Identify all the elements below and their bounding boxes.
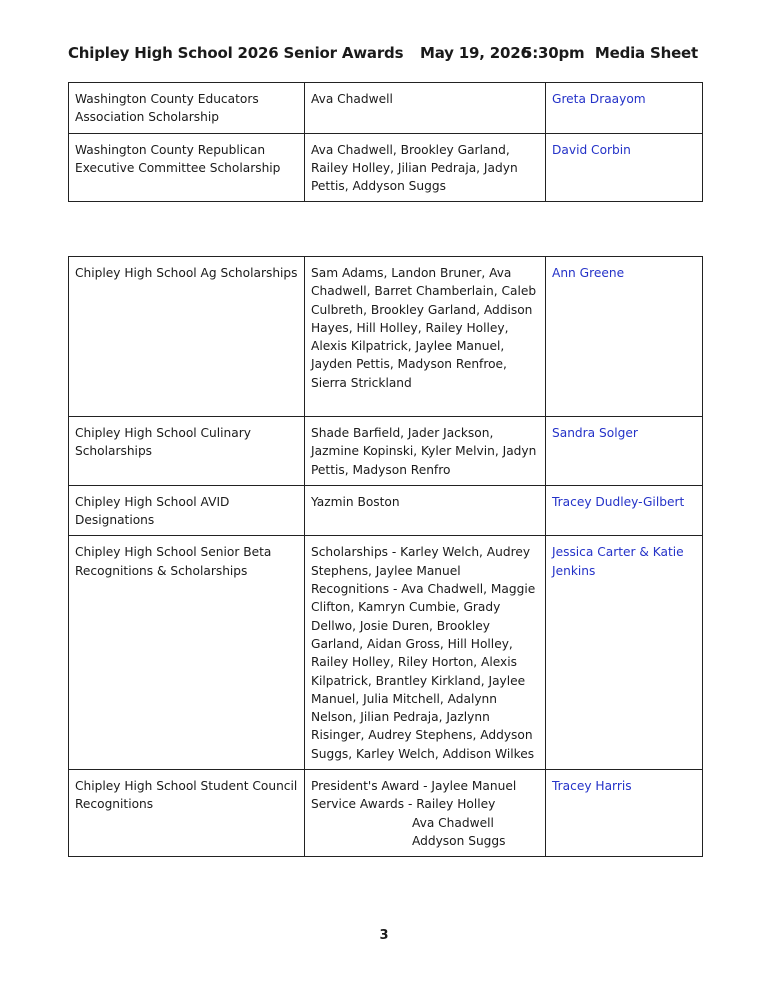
award-name: Chipley High School AVID Designations xyxy=(69,485,305,536)
award-name: Washington County Educators Association Scholarship xyxy=(69,83,305,134)
award-presenter: Tracey Harris xyxy=(546,770,703,857)
award-name: Chipley High School Student Council Recognitions xyxy=(69,770,305,857)
award-recipients: Sam Adams, Landon Bruner, Ava Chadwell, Barret Chamberlain, Caleb Culbreth, Brookley Garland, Addison Hayes, Hill Holley, Railey Holley, Alexis Kilpatrick, Jaylee Manuel, Jayden Pettis, Madyson Renfroe, Sierra Strickland xyxy=(305,257,546,417)
page-header xyxy=(68,44,698,68)
header-date: May 19, 2026 xyxy=(420,44,531,62)
header-title: Chipley High School 2026 Senior Awards xyxy=(68,44,404,62)
header-sheet-label: Media Sheet xyxy=(594,44,698,62)
award-name: Chipley High School Culinary Scholarships xyxy=(69,417,305,486)
recipients-line: Recognitions - Ava Chadwell, Maggie Clifton, Kamryn Cumbie, Grady Dellwo, Josie Duren, Brookley Garland, Aidan Gross, Hill Holley, Railey Holley, Riley Horton, Alexis Kilpatrick, Brantley Kirkland, Jaylee Manuel, Julia Mitchell, Adalynn Nelson, Jilian Pedraja, Jazlynn Risinger, Audrey Stephens, Addyson Suggs, Karley Welch, Addison Wilkes xyxy=(311,582,536,761)
award-recipients: Ava Chadwell xyxy=(305,83,546,134)
awards-table-school xyxy=(68,256,703,857)
table-row xyxy=(69,257,703,417)
header-time: 5:30pm xyxy=(522,44,585,62)
recipients-line: Addyson Suggs xyxy=(412,833,506,848)
award-presenter: Sandra Solger xyxy=(546,417,703,486)
award-presenter: David Corbin xyxy=(546,133,703,202)
table-row xyxy=(69,485,703,536)
table-row xyxy=(69,133,703,202)
award-presenter: Ann Greene xyxy=(546,257,703,417)
recipients-line: Scholarships - Karley Welch, Audrey Stephens, Jaylee Manuel xyxy=(311,545,531,578)
award-recipients xyxy=(305,770,546,857)
award-recipients: Yazmin Boston xyxy=(305,485,546,536)
award-presenter: Jessica Carter & Katie Jenkins xyxy=(546,536,703,770)
awards-table-county xyxy=(68,82,703,202)
recipients-line: Ava Chadwell xyxy=(412,815,494,830)
table-row xyxy=(69,83,703,134)
award-recipients: Ava Chadwell, Brookley Garland, Railey Holley, Jilian Pedraja, Jadyn Pettis, Addyson Suggs xyxy=(305,133,546,202)
award-presenter: Greta Draayom xyxy=(546,83,703,134)
award-recipients xyxy=(305,536,546,770)
award-presenter: Tracey Dudley-Gilbert xyxy=(546,485,703,536)
award-name: Chipley High School Senior Beta Recognitions & Scholarships xyxy=(69,536,305,770)
award-name: Chipley High School Ag Scholarships xyxy=(69,257,305,417)
table-row xyxy=(69,770,703,857)
table-row xyxy=(69,536,703,770)
recipients-line: President's Award - Jaylee Manuel xyxy=(311,779,517,794)
page-number: 3 xyxy=(379,928,389,943)
award-recipients: Shade Barfield, Jader Jackson, Jazmine Kopinski, Kyler Melvin, Jadyn Pettis, Madyson Renfro xyxy=(305,417,546,486)
table-row xyxy=(69,417,703,486)
award-name: Washington County Republican Executive Committee Scholarship xyxy=(69,133,305,202)
recipients-line: Service Awards - Railey Holley xyxy=(311,797,496,812)
